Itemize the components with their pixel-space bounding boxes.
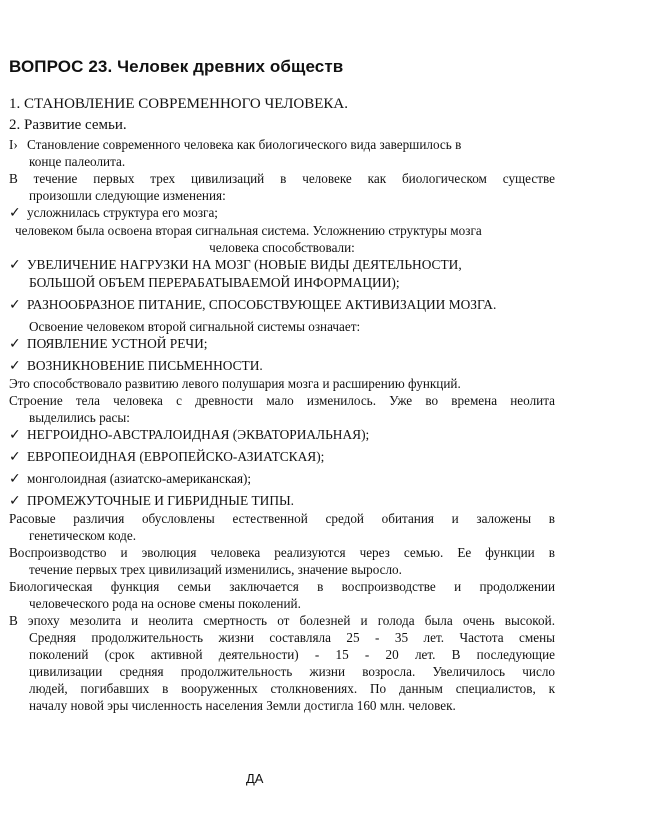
paragraph-line: В эпоху мезолита и неолита смертность от болезней и голода была очень высокой. — [9, 613, 555, 628]
page-title: ВОПРОС 23. Человек древних обществ — [9, 57, 344, 76]
text: монголоидная (азиатско-американская); — [27, 471, 252, 486]
paragraph-line: В течение первых трех цивилизаций в человеке как биологическом существе — [9, 171, 555, 186]
list-item — [9, 204, 555, 222]
paragraph-line: человеком была освоена вторая сигнальная система. Усложнению структуры мозга — [15, 223, 482, 238]
check-icon: ✓ — [9, 493, 21, 509]
list-item — [9, 470, 555, 488]
check-icon: ✓ — [9, 471, 21, 487]
paragraph-line: цивилизации средняя продолжительность жизни возросла. Увеличилось число — [29, 664, 555, 679]
text: ПРОМЕЖУТОЧНЫЕ И ГИБРИДНЫЕ ТИПЫ. — [27, 493, 295, 508]
check-icon: ✓ — [9, 358, 21, 374]
paragraph-line: течение первых трех цивилизаций изменились, значение выросло. — [29, 562, 402, 577]
paragraph-line: Освоение человеком второй сигнальной системы означает: — [29, 319, 361, 334]
footer-text: ДА — [246, 771, 264, 786]
paragraph-line: выделились расы: — [29, 410, 130, 425]
text: ВОЗНИКНОВЕНИЕ ПИСЬМЕННОСТИ. — [27, 358, 263, 373]
paragraph-line — [9, 136, 555, 153]
list-item — [9, 448, 555, 466]
text: ПОЯВЛЕНИЕ УСТНОЙ РЕЧИ; — [27, 336, 208, 351]
list-item — [9, 357, 555, 375]
paragraph-line: Воспроизводство и эволюция человека реализуются через семью. Ее функции в — [9, 545, 555, 560]
document-body — [9, 94, 555, 714]
check-icon: ✓ — [9, 427, 21, 443]
list-item — [9, 296, 555, 314]
check-icon: ✓ — [9, 257, 21, 273]
paragraph-line: Это способствовало развитию левого полушария мозга и расширению функций. — [9, 376, 461, 391]
paragraph-line: произошли следующие изменения: — [29, 188, 226, 203]
text: Становление современного человека как биологического вида завершилось в — [27, 137, 462, 152]
check-icon: ✓ — [9, 449, 21, 465]
paragraph-line: Строение тела человека с древности мало изменилось. Уже во времена неолита — [9, 393, 555, 408]
list-item — [9, 256, 555, 274]
section-heading-1: 1. СТАНОВЛЕНИЕ СОВРЕМЕННОГО ЧЕЛОВЕКА. — [9, 96, 348, 112]
check-icon: ✓ — [9, 297, 21, 313]
list-item-continuation: БОЛЬШОЙ ОБЪЕМ ПЕРЕРАБАТЫВАЕМОЙ ИНФОРМАЦИИ); — [29, 275, 400, 290]
check-icon: ✓ — [9, 336, 21, 352]
section-heading-2: 2. Развитие семьи. — [9, 117, 127, 133]
paragraph-line: человека способствовали: — [209, 240, 355, 255]
paragraph-line: генетическом коде. — [29, 528, 137, 543]
paragraph-line: Расовые различия обусловлены естественной средой обитания и заложены в — [9, 511, 555, 526]
paragraph-line: поколений (срок активной деятельности) - 15 - 20 лет. В последующие — [29, 647, 555, 662]
paragraph-line: началу новой эры численность населения Земли достигла 160 млн. человек. — [29, 698, 456, 713]
paragraph-line: конце палеолита. — [29, 154, 126, 169]
bullet-marker: I› — [9, 137, 18, 152]
text: ЕВРОПЕОИДНАЯ (ЕВРОПЕЙСКО-АЗИАТСКАЯ); — [27, 449, 325, 464]
check-icon: ✓ — [9, 205, 21, 221]
paragraph-line: человеческого рода на основе смены поколений. — [29, 596, 301, 611]
paragraph-line: Средняя продолжительность жизни составляла 25 - 35 лет. Частота смены — [29, 630, 555, 645]
text: УВЕЛИЧЕНИЕ НАГРУЗКИ НА МОЗГ (НОВЫЕ ВИДЫ ДЕЯТЕЛЬНОСТИ, — [27, 257, 462, 272]
list-item — [9, 492, 555, 510]
list-item — [9, 426, 555, 444]
text: РАЗНООБРАЗНОЕ ПИТАНИЕ, СПОСОБСТВУЮЩЕЕ АКТИВИЗАЦИИ МОЗГА. — [27, 297, 497, 312]
paragraph-line: людей, погибавших в вооруженных столкновениях. По данным специалистов, к — [29, 681, 555, 696]
list-item — [9, 335, 555, 353]
text: НЕГРОИДНО-АВСТРАЛОИДНАЯ (ЭКВАТОРИАЛЬНАЯ); — [27, 427, 370, 442]
paragraph-line: Биологическая функция семьи заключается в воспроизводстве и продолжении — [9, 579, 555, 594]
text: усложнилась структура его мозга; — [27, 205, 218, 220]
